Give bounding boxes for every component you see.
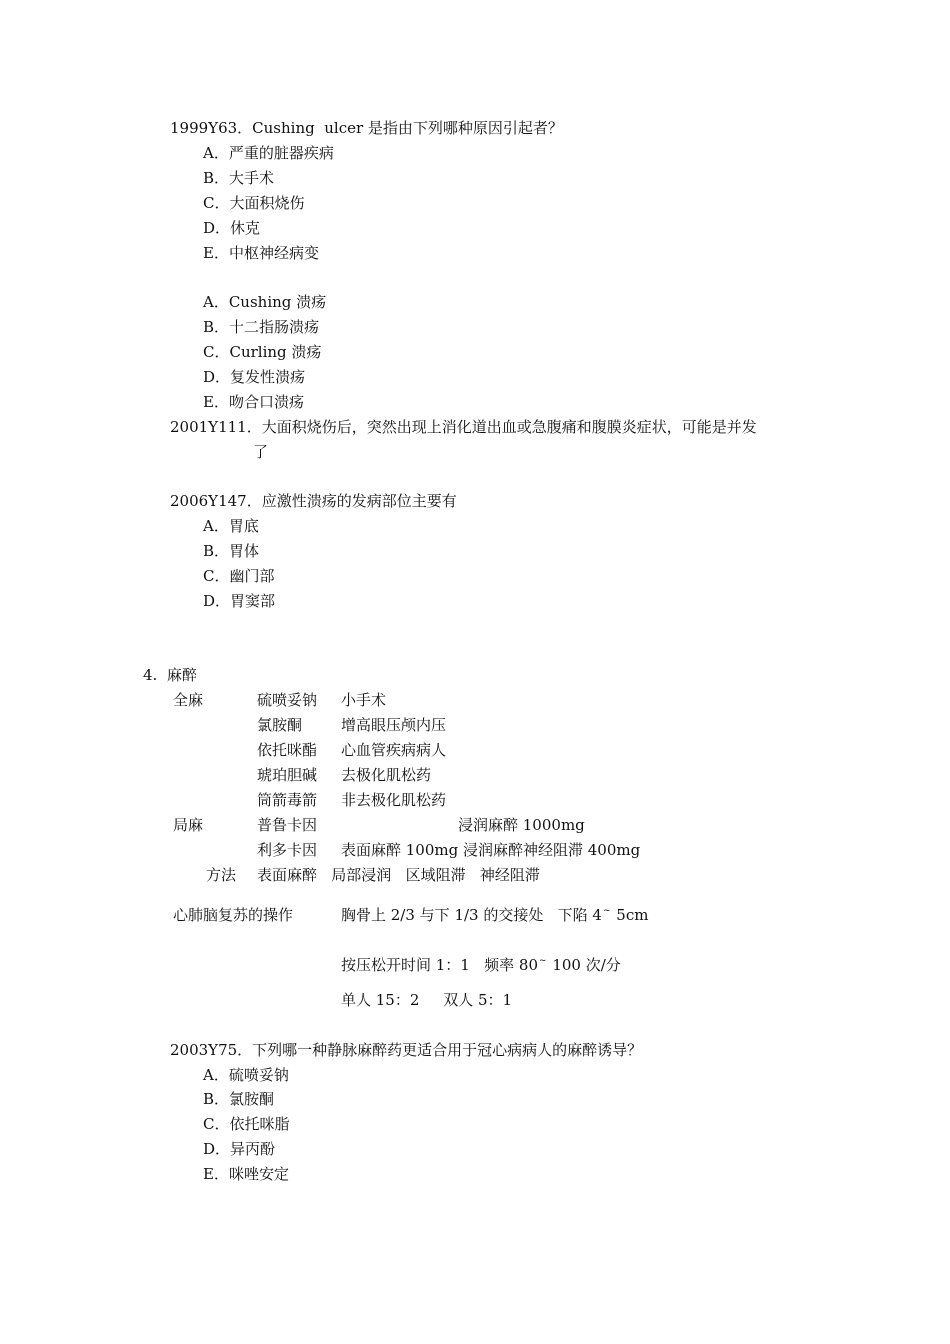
option-item: C．幽门部 [203, 567, 275, 585]
option-item: E．咪唑安定 [203, 1165, 289, 1183]
drug-name: 普鲁卡因 [257, 816, 318, 834]
option-item: B．大手术 [203, 169, 275, 187]
option-item: A．硫喷妥钠 [203, 1066, 289, 1084]
drug-note: 小手术 [341, 691, 387, 709]
range-tilde: ~ [602, 906, 611, 916]
option-item: B．胃体 [203, 542, 260, 560]
drug-name: 依托咪酯 [257, 741, 318, 759]
question-stem: 2006Y147．应激性溃疡的发病部位主要有 [170, 492, 457, 510]
option-item: B．氯胺酮 [203, 1090, 275, 1108]
drug-name: 筒箭毒箭 [257, 791, 318, 809]
option-item: D．异丙酚 [203, 1140, 276, 1158]
general-anesthesia-label: 全麻 [173, 691, 204, 709]
cpr-compression-rate [341, 955, 621, 978]
cpr-ratio: 单人 15：2 双人 5：1 [341, 991, 513, 1009]
option-item: C．依托咪脂 [203, 1115, 290, 1133]
drug-note: 表面麻醉 100mg 浸润麻醉神经阻滞 400mg [341, 841, 641, 859]
question-stem: 2001Y111．大面积烧伤后，突然出现上消化道出血或急腹痛和腹膜炎症状，可能是并发 [170, 418, 757, 436]
drug-note: 增高眼压颅内压 [341, 716, 447, 734]
method-items: 表面麻醉 局部浸润 区域阻滞 神经阻滞 [257, 866, 540, 884]
question-stem: 1999Y63．Cushing ulcer 是指由下列哪种原因引起者？ [170, 119, 563, 137]
cpr-text: 100 次/分 [547, 956, 621, 974]
option-item: A．Cushing 溃疡 [203, 293, 327, 311]
drug-name: 琥珀胆碱 [257, 766, 318, 784]
option-item: B．十二指肠溃疡 [203, 318, 320, 336]
option-item: C．Curling 溃疡 [203, 343, 322, 361]
option-item: A．胃底 [203, 517, 259, 535]
drug-name: 硫喷妥钠 [257, 691, 318, 709]
option-item: D．胃窦部 [203, 592, 276, 610]
option-item: D．复发性溃疡 [203, 368, 306, 386]
option-item: D．休克 [203, 219, 261, 237]
option-item: E．中枢神经病变 [203, 244, 319, 262]
method-label: 方法 [206, 866, 237, 884]
cpr-text: 胸骨上 2/3 与下 1/3 的交接处 下陷 4 [341, 906, 602, 924]
local-anesthesia-label: 局麻 [173, 816, 204, 834]
cpr-compression-depth [341, 905, 648, 928]
range-tilde: ~ [539, 956, 547, 966]
cpr-text: 5cm [611, 906, 649, 924]
drug-note: 去极化肌松药 [341, 766, 432, 784]
drug-name: 氯胺酮 [257, 716, 303, 734]
option-item: C．大面积烧伤 [203, 194, 305, 212]
question-stem: 2003Y75．下列哪一种静脉麻醉药更适合用于冠心病病人的麻醉诱导？ [170, 1041, 643, 1059]
drug-name: 利多卡因 [257, 841, 318, 859]
drug-note: 非去极化肌松药 [341, 791, 447, 809]
cpr-label: 心肺脑复苏的操作 [173, 906, 294, 924]
drug-note: 心血管疾病病人 [341, 741, 447, 759]
question-stem-continuation: 了 [253, 443, 269, 461]
section-heading: 4. 麻醉 [143, 666, 197, 684]
drug-note: 浸润麻醉 1000mg [458, 816, 585, 834]
option-item: E．吻合口溃疡 [203, 393, 304, 411]
cpr-text: 按压松开时间 1：1 频率 80 [341, 956, 539, 974]
option-item: A．严重的脏器疾病 [203, 144, 334, 162]
